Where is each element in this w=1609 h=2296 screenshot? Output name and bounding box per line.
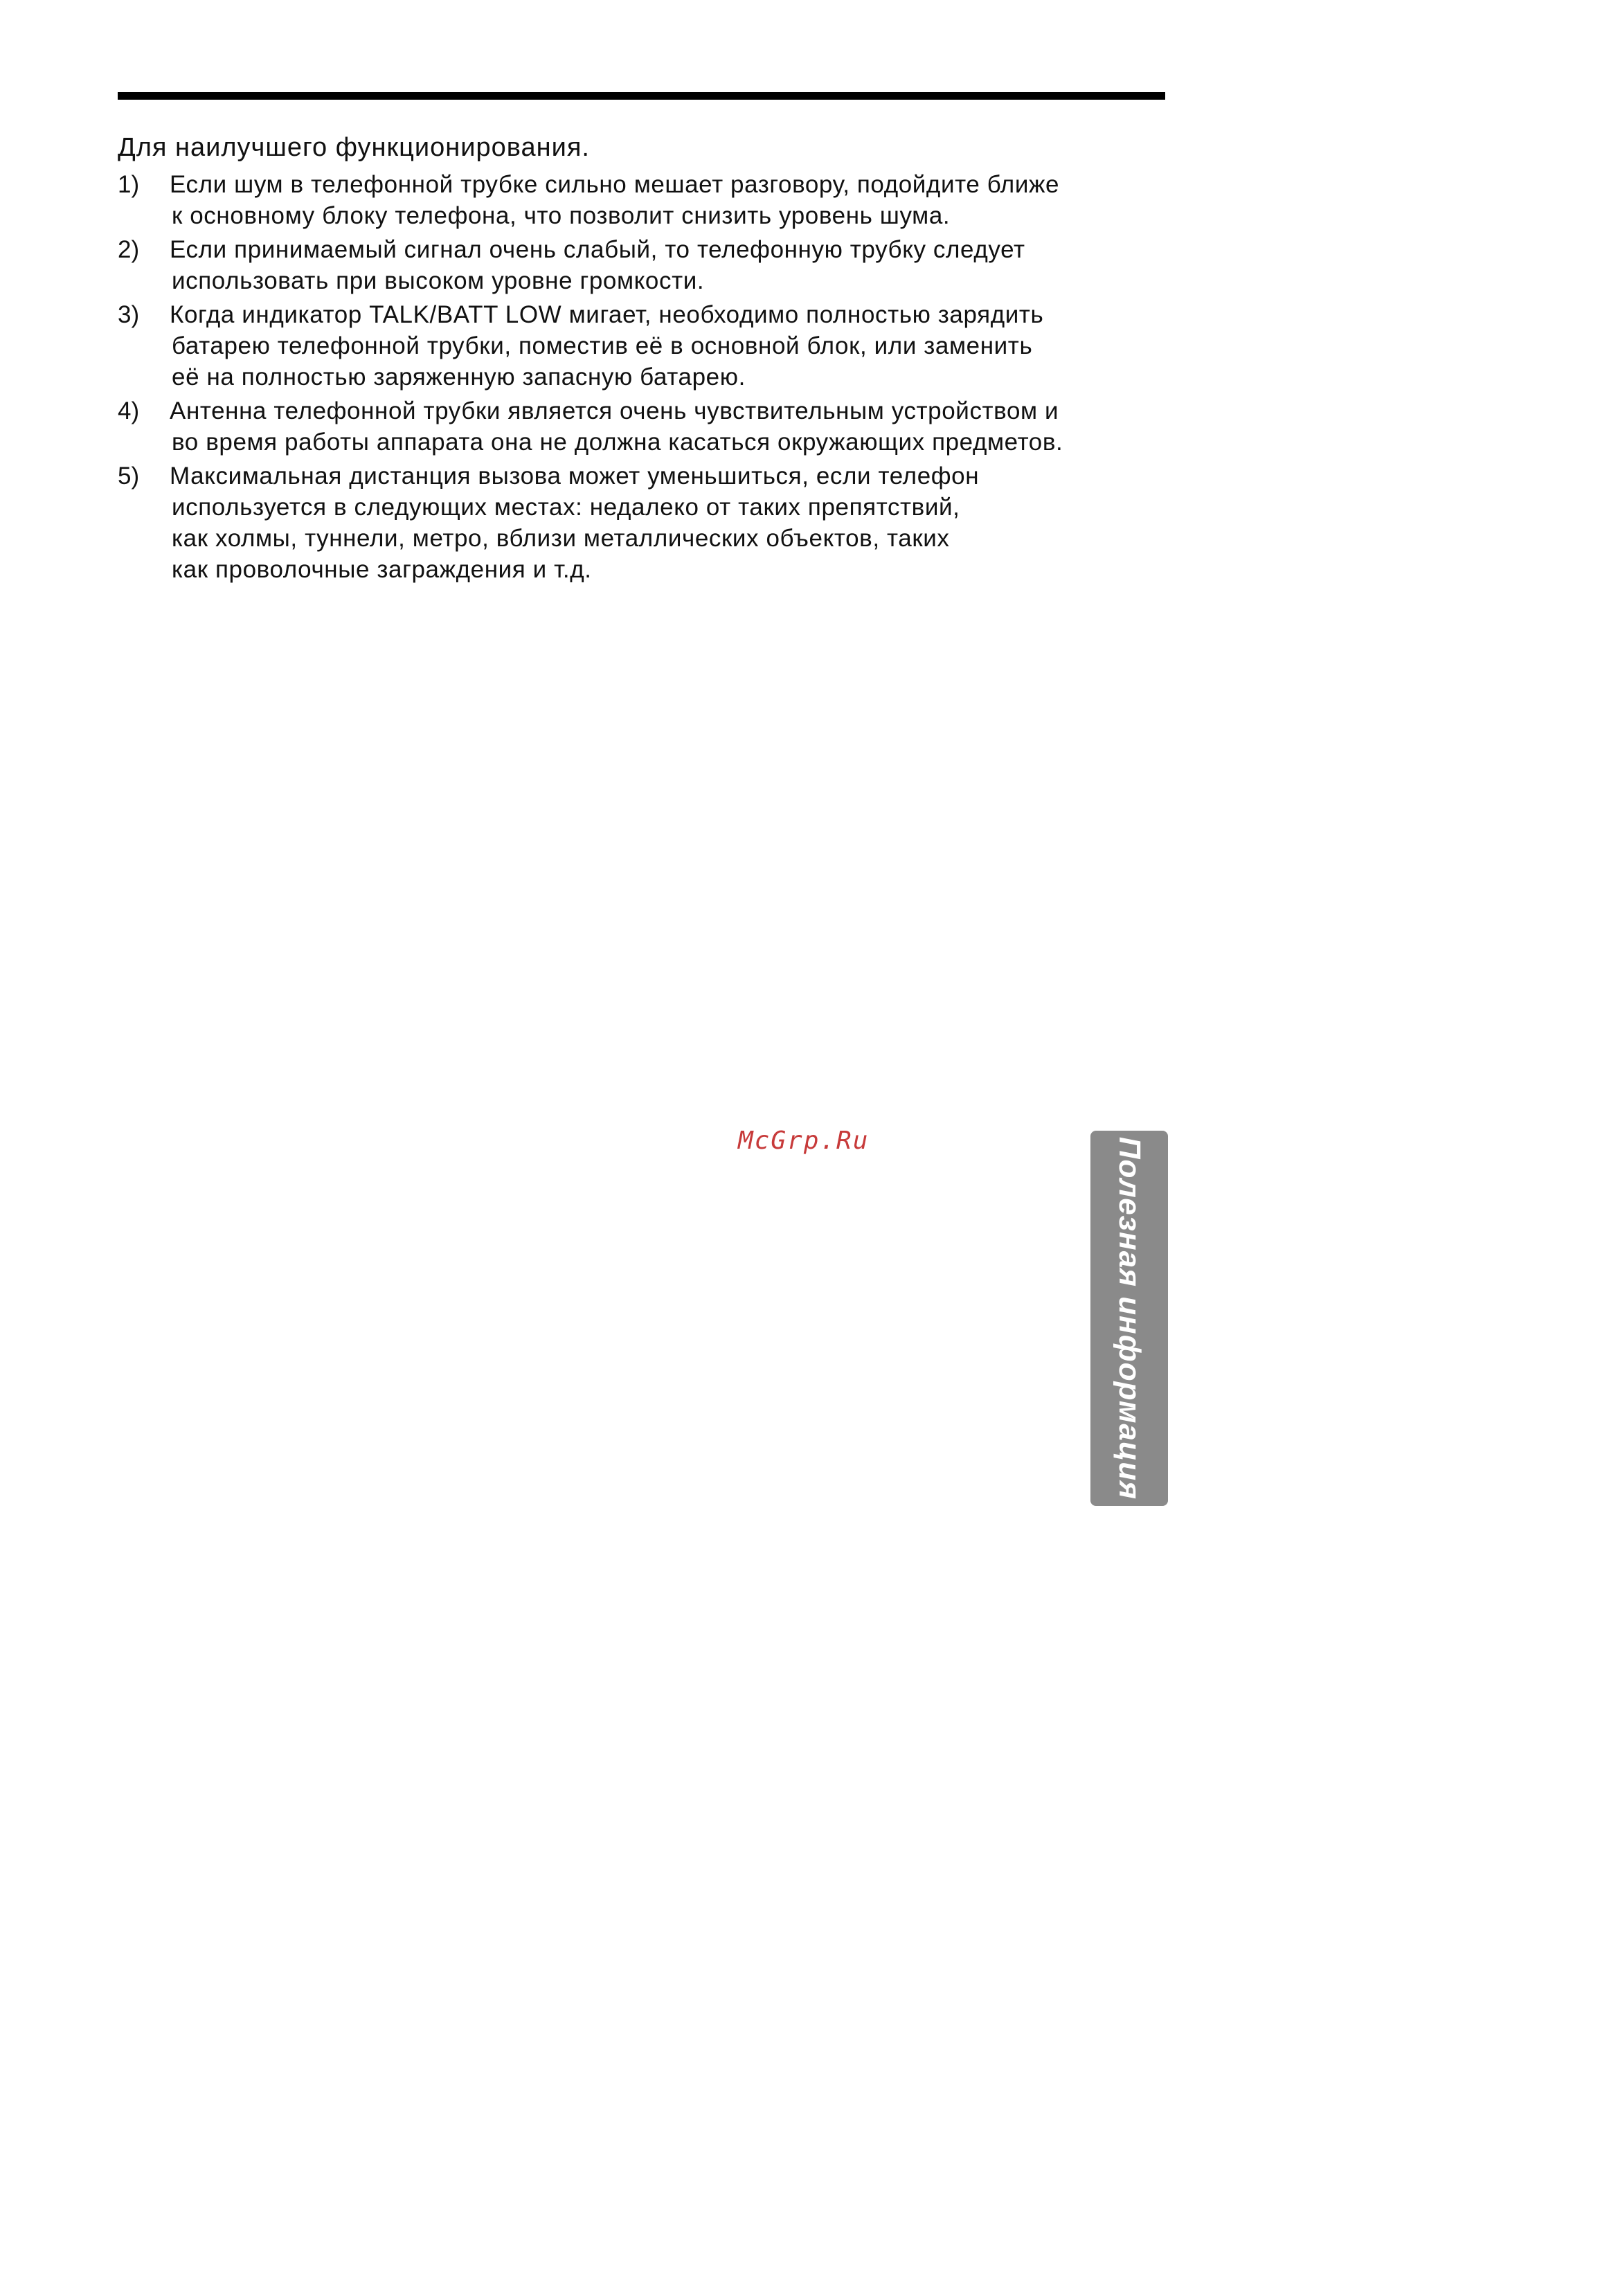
item-text-line: как проволочные заграждения и т.д.	[172, 556, 592, 583]
item-number: 2)	[118, 236, 140, 263]
item-text-line: как холмы, туннели, метро, вблизи металлических объектов, таких	[172, 525, 950, 552]
list-item	[118, 299, 1198, 393]
list-item	[118, 169, 1198, 231]
item-text-line: во время работы аппарата она не должна касаться окружающих предметов.	[172, 429, 1063, 456]
item-text-line: батарею телефонной трубки, поместив её в основной блок, или заменить	[172, 332, 1033, 359]
item-number: 1)	[118, 171, 140, 198]
watermark: McGrp.Ru	[738, 1127, 870, 1155]
tips-list	[118, 169, 1198, 588]
section-heading: Для наилучшего функционирования.	[118, 133, 590, 162]
list-item	[118, 460, 1198, 585]
item-text-line: Когда индикатор TALK/BATT LOW мигает, необходимо полностью зарядить	[170, 301, 1044, 328]
item-text-line: Если принимаемый сигнал очень слабый, то телефонную трубку следует	[170, 236, 1025, 263]
top-rule	[118, 92, 1165, 100]
list-item	[118, 395, 1198, 458]
item-text-line: использовать при высоком уровне громкости.	[172, 267, 705, 294]
item-text-line: Антенна телефонной трубки является очень чувствительным устройством и	[170, 397, 1059, 424]
section-side-tab	[1090, 1131, 1168, 1506]
item-text-line: её на полностью заряженную запасную батарею.	[172, 364, 746, 391]
side-tab-label: Полезная информация	[1113, 1136, 1147, 1500]
item-text-line: используется в следующих местах: недалеко от таких препятствий,	[172, 494, 960, 521]
list-item	[118, 234, 1198, 296]
item-text-line: Максимальная дистанция вызова может уменьшиться, если телефон	[170, 463, 980, 490]
item-text-line: Если шум в телефонной трубке сильно мешает разговору, подойдите ближе	[170, 171, 1060, 198]
item-number: 5)	[118, 463, 140, 490]
item-text-line: к основному блоку телефона, что позволит снизить уровень шума.	[172, 202, 951, 229]
item-number: 3)	[118, 301, 140, 328]
item-number: 4)	[118, 397, 140, 424]
